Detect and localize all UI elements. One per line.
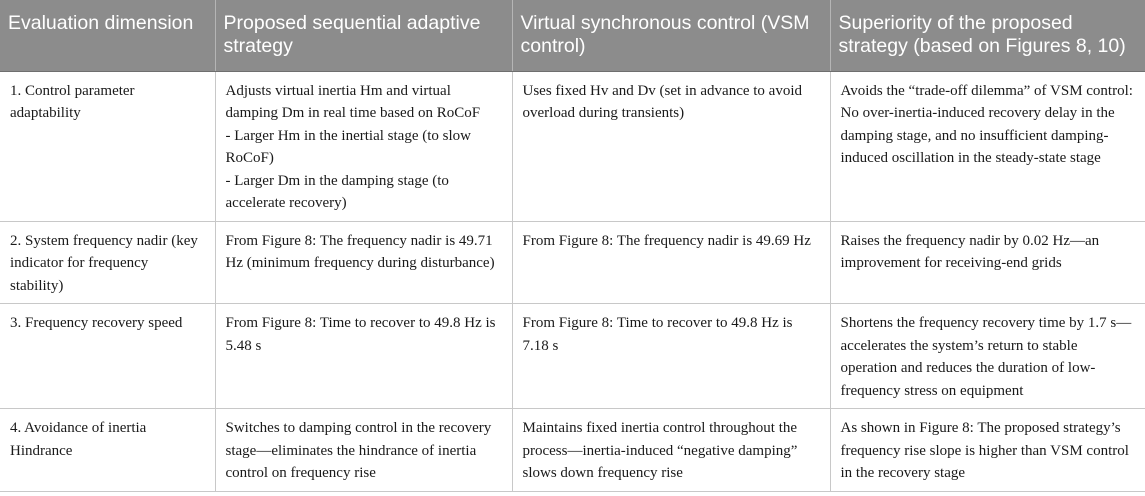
cell-proposed: From Figure 8: The frequency nadir is 49.71 Hz (minimum frequency during disturbance) (215, 221, 512, 304)
table-body (0, 71, 1145, 491)
cell-dimension: 4. Avoidance of inertia Hindrance (0, 409, 215, 492)
header-vsm-control: Virtual synchronous control (VSM control) (512, 0, 830, 71)
cell-superiority: Raises the frequency nadir by 0.02 Hz—an improvement for receiving-end grids (830, 221, 1145, 304)
header-evaluation-dimension: Evaluation dimension (0, 0, 215, 71)
cell-vsm: Uses fixed Hv and Dv (set in advance to avoid overload during transients) (512, 71, 830, 221)
cell-superiority: Shortens the frequency recovery time by 1.7 s—accelerates the system’s return to stable operation and reduces the duration of low-frequency stress on equipment (830, 304, 1145, 409)
cell-dimension: 1. Control parameter adaptability (0, 71, 215, 221)
cell-proposed: From Figure 8: Time to recover to 49.8 Hz is 5.48 s (215, 304, 512, 409)
proposed-intro: Adjusts virtual inertia Hm and virtual damping Dm in real time based on RoCoF (225, 82, 481, 121)
cell-vsm: From Figure 8: The frequency nadir is 49.69 Hz (512, 221, 830, 304)
cell-dimension: 2. System frequency nadir (key indicator for frequency stability) (0, 221, 215, 304)
cell-proposed: Switches to damping control in the recovery stage—eliminates the hindrance of inertia control on frequency rise (215, 409, 512, 492)
cell-superiority: Avoids the “trade-off dilemma” of VSM control: No over-inertia-induced recovery delay in the damping stage, and no insufficient damping-induced oscillation in the steady-state stage (830, 71, 1145, 221)
proposed-bullet-damping: - Larger Dm in the damping stage (to accelerate recovery) (225, 172, 449, 211)
proposed-bullet-inertial: - Larger Hm in the inertial stage (to slow RoCoF) (225, 127, 471, 166)
header-proposed-strategy: Proposed sequential adaptive strategy (215, 0, 512, 71)
table-row (0, 304, 1145, 409)
cell-dimension: 3. Frequency recovery speed (0, 304, 215, 409)
table-row (0, 221, 1145, 304)
header-superiority: Superiority of the proposed strategy (based on Figures 8, 10) (830, 0, 1145, 71)
table-row (0, 71, 1145, 221)
table-row (0, 409, 1145, 492)
header-row (0, 0, 1145, 71)
cell-superiority: As shown in Figure 8: The proposed strategy’s frequency rise slope is higher than VSM control in the recovery stage (830, 409, 1145, 492)
cell-proposed (215, 71, 512, 221)
cell-vsm: From Figure 8: Time to recover to 49.8 Hz is 7.18 s (512, 304, 830, 409)
table-header (0, 0, 1145, 71)
cell-vsm: Maintains fixed inertia control throughout the process—inertia-induced “negative damping” slows down frequency rise (512, 409, 830, 492)
